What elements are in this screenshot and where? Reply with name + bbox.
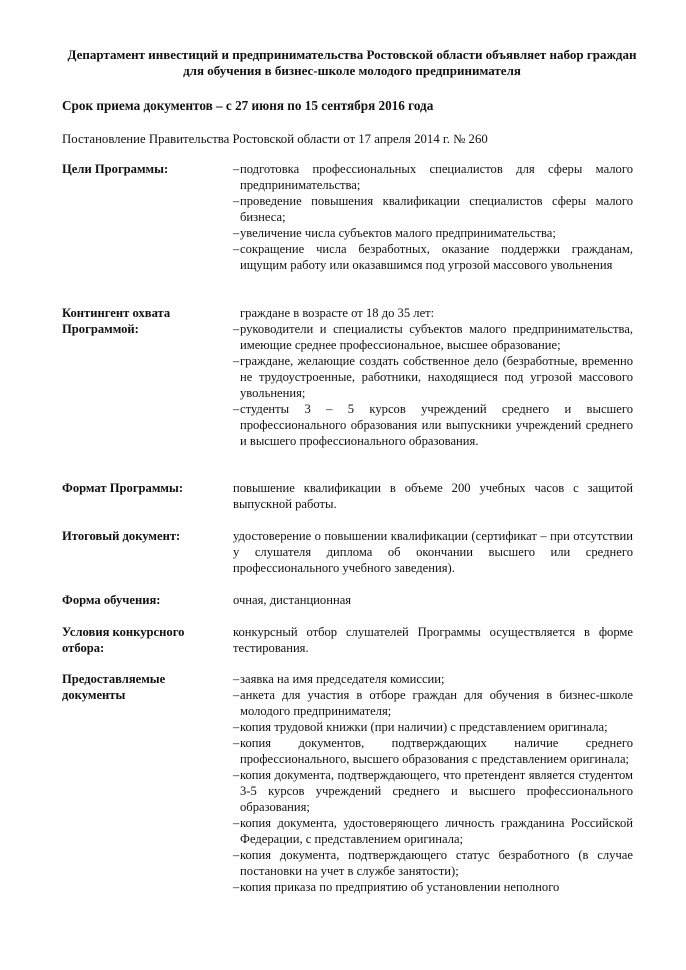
list-item: – копия документов, подтверждающих наличие среднего профессионального, высшего образования с представлением оригинала; <box>233 736 633 766</box>
list-item: – копия документа, подтверждающего, что претендент является студентом 3-5 курсов учреждений среднего и высшего профессионального образования; <box>233 768 633 814</box>
section-content <box>233 305 633 449</box>
section-label: Условия конкурсного отбора: <box>62 625 185 655</box>
list-item: – граждане, желающие создать собственное дело (безработные, временно не трудоустроенные, работники, находящиеся под угрозой массового увольнения; <box>233 354 633 400</box>
list-item: – копия приказа по предприятию об установлении неполного <box>233 880 560 894</box>
section-content <box>233 528 633 576</box>
competition-text: конкурсный отбор слушателей Программы осуществляется в форме тестирования. <box>233 625 633 655</box>
decree-reference: Постановление Правительства Ростовской области от 17 апреля 2014 г. № 260 <box>62 132 488 146</box>
format-text: повышение квалификации в объеме 200 учебных часов с защитой выпускной работы. <box>233 481 633 511</box>
deadline-line: Срок приема документов – с 27 июня по 15 сентября 2016 года <box>62 98 434 113</box>
document-heading: Департамент инвестиций и предпринимательства Ростовской области объявляет набор граждан для обучения в бизнес-школе молодого предпринимателя <box>67 47 637 78</box>
list-item: – заявка на имя председателя комиссии; <box>233 672 445 686</box>
list-item: – копия трудовой книжки (при наличии) с представлением оригинала; <box>233 720 608 734</box>
section-content <box>233 671 633 895</box>
list-item: – сокращение числа безработных, оказание поддержки гражданам, ищущим работу или оказавшимся под угрозой массового увольнения <box>233 242 633 272</box>
list-item: – студенты 3 – 5 курсов учреждений среднего и высшего профессионального образования или выпускники учреждений среднего и высшего профессионального образования. <box>233 402 633 448</box>
section-label: Контингент охвата Программой: <box>62 306 171 336</box>
final-document-text: удостоверение о повышении квалификации (сертификат – при отсутствии у слушателя диплома об окончании высшего или среднего профессионального учебного заведения). <box>233 529 633 575</box>
section-label: Цели Программы: <box>62 162 169 176</box>
documents-list <box>233 671 633 895</box>
study-form-text: очная, дистанционная <box>233 593 352 607</box>
goals-list <box>233 161 633 273</box>
section-label: Формат Программы: <box>62 481 184 495</box>
audience-list <box>233 321 633 449</box>
list-item: – анкета для участия в отборе граждан для обучения в бизнес-школе молодого предпринимателя; <box>233 688 633 718</box>
section-label: Итоговый документ: <box>62 529 181 543</box>
list-item: – подготовка профессиональных специалистов для сферы малого предпринимательства; <box>233 162 633 192</box>
list-item: – копия документа, подтверждающего статус безработного (в случае постановки на учет в службе занятости); <box>233 848 633 878</box>
section-content <box>233 480 633 512</box>
list-item: – проведение повышения квалификации специалистов сферы малого бизнеса; <box>233 194 633 224</box>
section-content <box>233 592 633 608</box>
section-label: Предоставляемые документы <box>62 672 166 702</box>
list-item: – копия документа, удостоверяющего личность гражданина Российской Федерации, с представлением оригинала; <box>233 816 633 846</box>
section-content <box>233 161 633 273</box>
list-item: – руководители и специалисты субъектов малого предпринимательства, имеющие среднее профессиональное, высшее образование; <box>233 322 633 352</box>
audience-intro: граждане в возрасте от 18 до 35 лет: <box>240 306 435 320</box>
section-label: Форма обучения: <box>62 593 161 607</box>
list-item: – увеличение числа субъектов малого предпринимательства; <box>233 226 556 240</box>
section-content <box>233 624 633 656</box>
